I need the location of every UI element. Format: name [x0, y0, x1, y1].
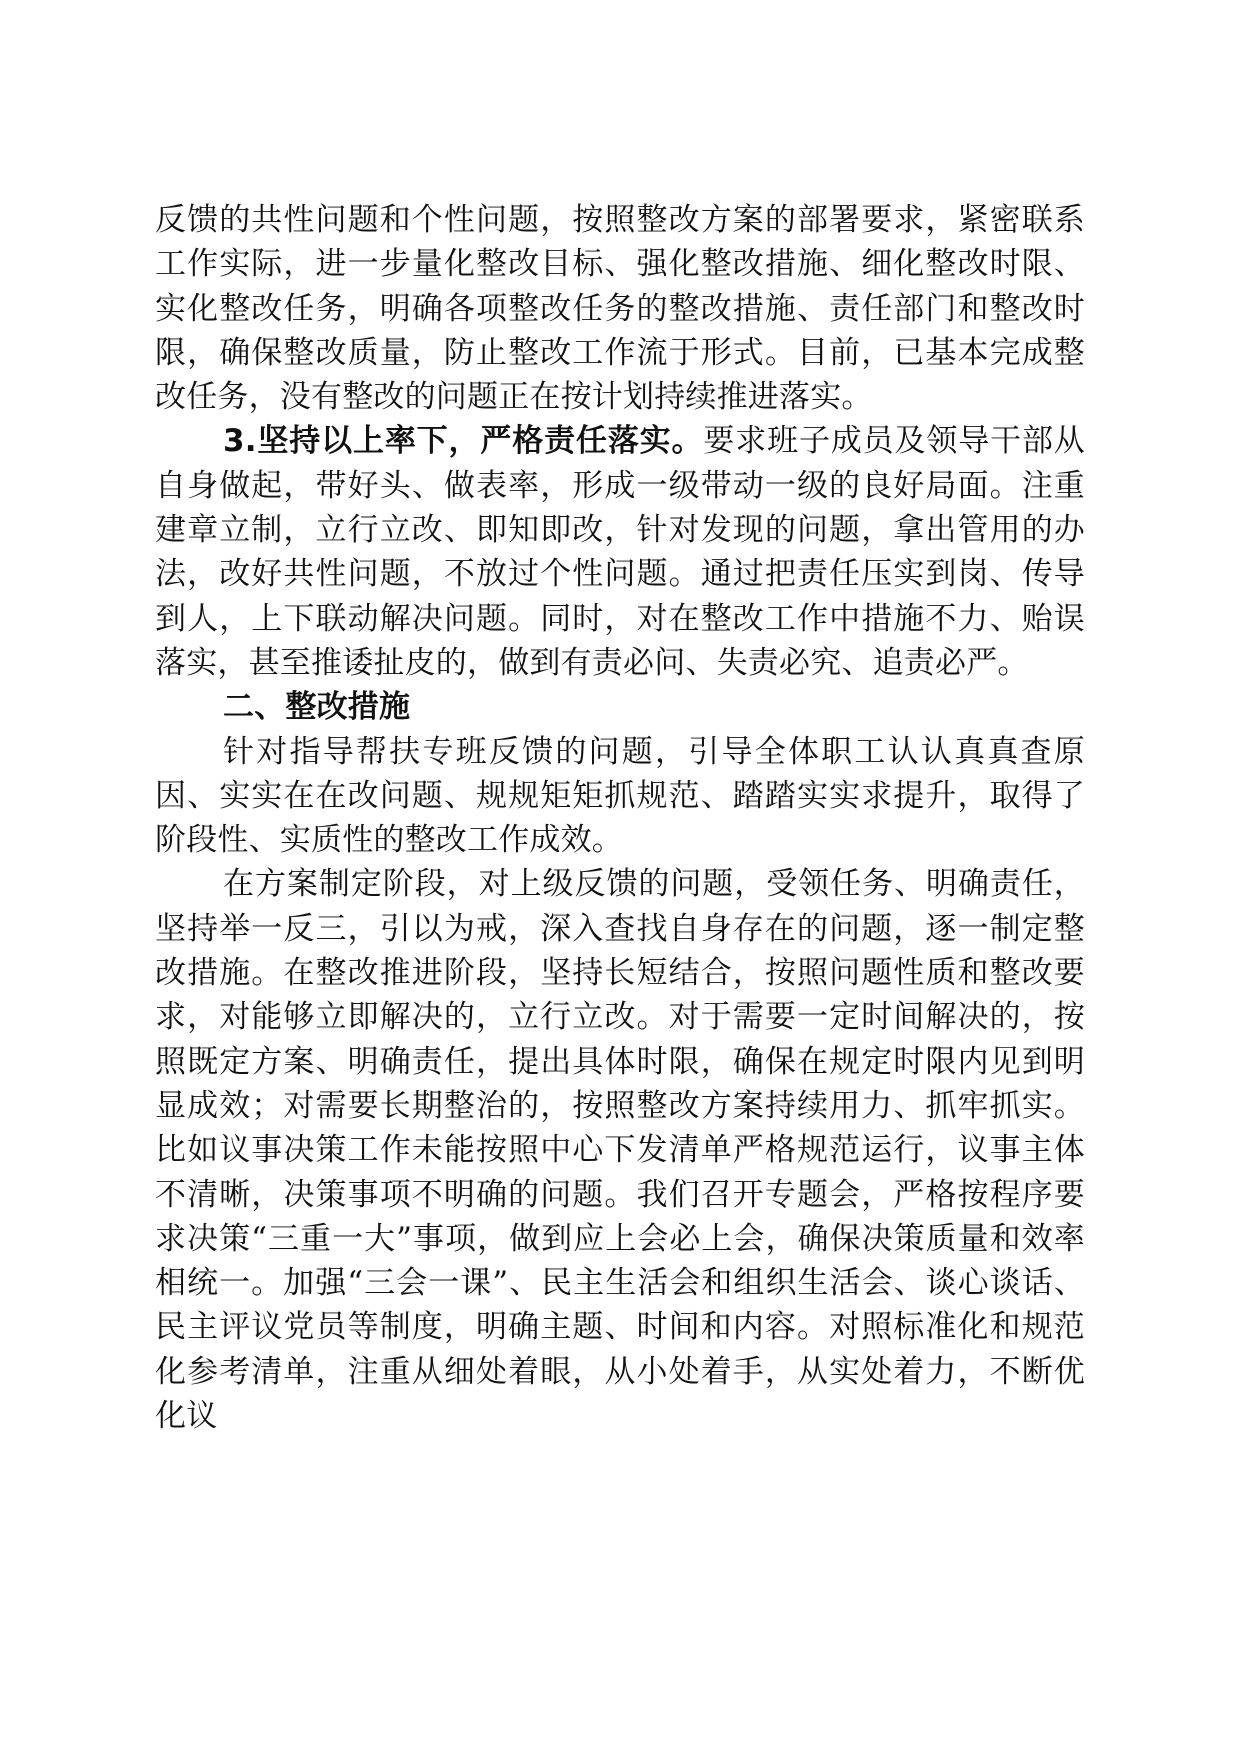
section-heading: 二、整改措施: [223, 689, 411, 726]
paragraph-text: 在方案制定阶段，对上级反馈的问题，受领任务、明确责任，坚持举一反三，引以为戒，深入查找自身存在的问题，逐一制定整改措施。在整改推进阶段，坚持长短结合，按照问题性质和整改要求，对能够立即解决的，立行立改。对于需要一定时间解决的，按照既定方案、明确责任，提出具体时限，确保在规定时限内见到明显成效；对需要长期整治的，按照整改方案持续用力、抓牢抓实。比如议事决策工作未能按照中心下发清单严格规范运行，议事主体不清晰，决策事项不明确的问题。我们召开专题会，严格按程序要求决策“三重一大”事项，做到应上会必上会，确保决策质量和效率相统一。加强“三会一课”、民主生活会和组织生活会、谈心谈话、民主评议党员等制度，明确主题、时间和内容。对照标准化和规范化参考清单，注重从细处着眼，从小处着手，从实处着力，不断优化议: [155, 866, 1085, 1435]
paragraph-text: 反馈的共性问题和个性问题，按照整改方案的部署要求，紧密联系工作实际，进一步量化整改目标、强化整改措施、细化整改时限、实化整改任务，明确各项整改任务的整改措施、责任部门和整改时限，确保整改质量，防止整改工作流于形式。目前，已基本完成整改任务，没有整改的问题正在按计划持续推进落实。: [155, 202, 1085, 416]
paragraph-measures: [155, 862, 1085, 1438]
paragraph-text: 要求班子成员及领导干部从自身做起，带好头、做表率，形成一级带动一级的良好局面。注重建章立制，立行立改、即知即改，针对发现的问题，拿出管用的办法，改好共性问题，不放过个性问题。通过把责任压实到岗、传导到人，上下联动解决问题。同时，对在整改工作中措施不力、贻误落实，甚至推诿扯皮的，做到有责必问、失责必究、追责必严。: [155, 423, 1086, 681]
paragraph-item-3: [155, 419, 1085, 685]
paragraph-text: 针对指导帮扶专班反馈的问题，引导全体职工认认真真查原因、实实在在改问题、规规矩矩抓规范、踏踏实实求提升，取得了阶段性、实质性的整改工作成效。: [155, 733, 1085, 859]
paragraph-continuation: [155, 198, 1085, 419]
document-body: [155, 198, 1085, 1438]
paragraph-intro: [155, 730, 1085, 863]
item-heading: 3.坚持以上率下，严格责任落实。: [223, 423, 704, 460]
